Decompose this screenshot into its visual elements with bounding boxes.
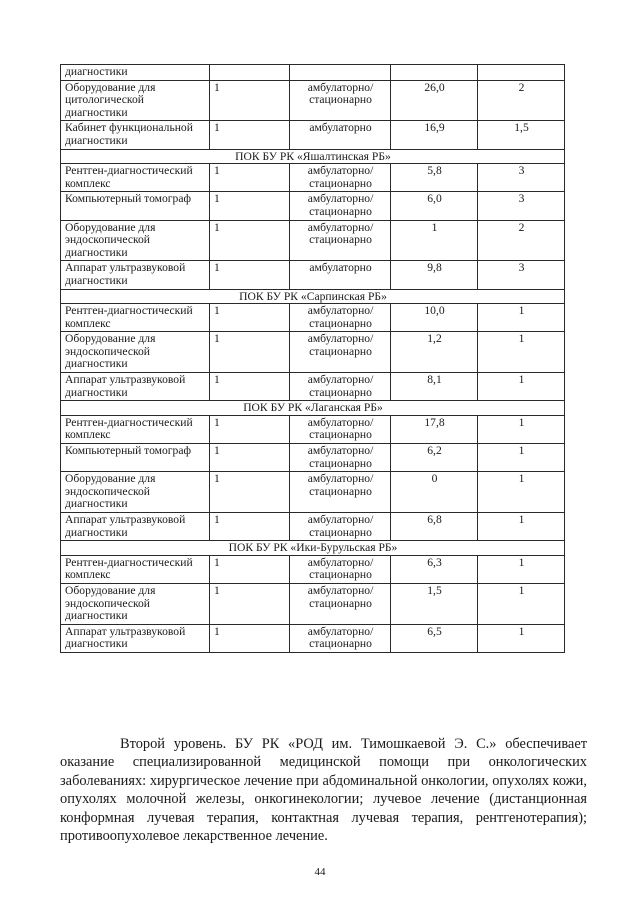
shift-cell: 1 xyxy=(478,332,565,373)
equipment-name-cell: Оборудование для эндоскопической диагностики xyxy=(61,583,210,624)
section-header-row xyxy=(61,401,565,416)
table-row xyxy=(61,624,565,652)
table-row xyxy=(61,513,565,541)
equipment-name-cell: Рентген-диагностический комплекс xyxy=(61,555,210,583)
mode-cell: амбулаторно/ стационарно xyxy=(290,220,391,261)
shift-cell: 2 xyxy=(478,80,565,121)
quantity-cell: 1 xyxy=(210,164,290,192)
equipment-name-cell: Рентген-диагностический комплекс xyxy=(61,304,210,332)
mode-cell: амбулаторно/ стационарно xyxy=(290,472,391,513)
table-row xyxy=(61,65,565,81)
mode-cell: амбулаторно/ стационарно xyxy=(290,164,391,192)
shift-cell: 1 xyxy=(478,415,565,443)
mode-cell: амбулаторно/ стационарно xyxy=(290,444,391,472)
shift-cell: 1 xyxy=(478,513,565,541)
equipment-name-cell: Рентген-диагностический комплекс xyxy=(61,164,210,192)
quantity-cell: 1 xyxy=(210,583,290,624)
load-cell: 6,3 xyxy=(391,555,478,583)
shift-cell: 1 xyxy=(478,472,565,513)
page-number: 44 xyxy=(314,866,326,878)
shift-cell: 3 xyxy=(478,261,565,289)
mode-cell: амбулаторно/ стационарно xyxy=(290,304,391,332)
shift-cell: 1 xyxy=(478,583,565,624)
mode-cell: амбулаторно/ стационарно xyxy=(290,415,391,443)
load-cell xyxy=(391,65,478,81)
table-row xyxy=(61,583,565,624)
load-cell: 9,8 xyxy=(391,261,478,289)
equipment-name-cell: Оборудование для эндоскопической диагностики xyxy=(61,332,210,373)
mode-cell: амбулаторно/ стационарно xyxy=(290,583,391,624)
quantity-cell: 1 xyxy=(210,472,290,513)
equipment-table xyxy=(60,64,565,653)
section-header-row xyxy=(61,541,565,556)
table-row xyxy=(61,555,565,583)
quantity-cell: 1 xyxy=(210,444,290,472)
document-page xyxy=(60,64,564,653)
shift-cell: 3 xyxy=(478,192,565,220)
load-cell: 6,8 xyxy=(391,513,478,541)
table-row xyxy=(61,415,565,443)
table-row xyxy=(61,121,565,149)
mode-cell: амбулаторно/ стационарно xyxy=(290,192,391,220)
quantity-cell: 1 xyxy=(210,220,290,261)
load-cell: 6,0 xyxy=(391,192,478,220)
equipment-name-cell: Аппарат ультразвуковой диагностики xyxy=(61,513,210,541)
equipment-name-cell: Оборудование для эндоскопической диагностики xyxy=(61,472,210,513)
quantity-cell: 1 xyxy=(210,304,290,332)
table-row xyxy=(61,220,565,261)
body-paragraph xyxy=(60,735,587,845)
load-cell: 6,2 xyxy=(391,444,478,472)
shift-cell: 1 xyxy=(478,555,565,583)
section-title: ПОК БУ РК «Ики-Бурульская РБ» xyxy=(61,541,565,556)
equipment-name-cell: Рентген-диагностический комплекс xyxy=(61,415,210,443)
equipment-name-cell: Кабинет функциональной диагностики xyxy=(61,121,210,149)
shift-cell: 1 xyxy=(478,444,565,472)
load-cell: 1,5 xyxy=(391,583,478,624)
equipment-name-cell: Оборудование для эндоскопической диагностики xyxy=(61,220,210,261)
section-title: ПОК БУ РК «Сарпинская РБ» xyxy=(61,289,565,304)
section-header-row xyxy=(61,149,565,164)
quantity-cell: 1 xyxy=(210,192,290,220)
shift-cell xyxy=(478,65,565,81)
table-row xyxy=(61,192,565,220)
equipment-name-cell: Компьютерный томограф xyxy=(61,192,210,220)
load-cell: 17,8 xyxy=(391,415,478,443)
load-cell: 5,8 xyxy=(391,164,478,192)
mode-cell: амбулаторно/ стационарно xyxy=(290,555,391,583)
shift-cell: 1,5 xyxy=(478,121,565,149)
mode-cell: амбулаторно/ стационарно xyxy=(290,624,391,652)
mode-cell: амбулаторно xyxy=(290,261,391,289)
load-cell: 6,5 xyxy=(391,624,478,652)
mode-cell xyxy=(290,65,391,81)
equipment-name-cell: диагностики xyxy=(61,65,210,81)
load-cell: 0 xyxy=(391,472,478,513)
shift-cell: 1 xyxy=(478,304,565,332)
quantity-cell: 1 xyxy=(210,80,290,121)
equipment-name-cell: Аппарат ультразвуковой диагностики xyxy=(61,624,210,652)
table-row xyxy=(61,444,565,472)
table-row xyxy=(61,80,565,121)
quantity-cell xyxy=(210,65,290,81)
table-row xyxy=(61,164,565,192)
equipment-name-cell: Компьютерный томограф xyxy=(61,444,210,472)
quantity-cell: 1 xyxy=(210,373,290,401)
mode-cell: амбулаторно/ стационарно xyxy=(290,513,391,541)
load-cell: 1 xyxy=(391,220,478,261)
mode-cell: амбулаторно/ стационарно xyxy=(290,373,391,401)
quantity-cell: 1 xyxy=(210,513,290,541)
shift-cell: 2 xyxy=(478,220,565,261)
load-cell: 16,9 xyxy=(391,121,478,149)
equipment-name-cell: Аппарат ультразвуковой диагностики xyxy=(61,261,210,289)
quantity-cell: 1 xyxy=(210,261,290,289)
equipment-name-cell: Оборудование для цитологической диагностики xyxy=(61,80,210,121)
table-row xyxy=(61,304,565,332)
quantity-cell: 1 xyxy=(210,624,290,652)
quantity-cell: 1 xyxy=(210,332,290,373)
mode-cell: амбулаторно xyxy=(290,121,391,149)
mode-cell: амбулаторно/ стационарно xyxy=(290,332,391,373)
table-row xyxy=(61,472,565,513)
quantity-cell: 1 xyxy=(210,121,290,149)
section-header-row xyxy=(61,289,565,304)
quantity-cell: 1 xyxy=(210,415,290,443)
shift-cell: 1 xyxy=(478,624,565,652)
section-title: ПОК БУ РК «Яшалтинская РБ» xyxy=(61,149,565,164)
paragraph-text: Второй уровень. БУ РК «РОД им. Тимошкаевой Э. С.» обеспечивает оказание специализированной медицинской помощи при онкологических заболеваниях: хирургическое лечение при абдоминальной онкологии, опухолях кожи, опухолях молочной железы, онкогинекологии; лучевое лечение (дистанционная конформная лучевая терапия, контактная лучевая терапия, рентгенотерапия); противоопухолевое лекарственное лечение. xyxy=(60,736,587,845)
table-row xyxy=(61,332,565,373)
shift-cell: 3 xyxy=(478,164,565,192)
load-cell: 8,1 xyxy=(391,373,478,401)
load-cell: 10,0 xyxy=(391,304,478,332)
table-row xyxy=(61,261,565,289)
load-cell: 1,2 xyxy=(391,332,478,373)
shift-cell: 1 xyxy=(478,373,565,401)
load-cell: 26,0 xyxy=(391,80,478,121)
equipment-name-cell: Аппарат ультразвуковой диагностики xyxy=(61,373,210,401)
mode-cell: амбулаторно/ стационарно xyxy=(290,80,391,121)
equipment-table-body xyxy=(61,65,565,653)
quantity-cell: 1 xyxy=(210,555,290,583)
table-row xyxy=(61,373,565,401)
section-title: ПОК БУ РК «Лаганская РБ» xyxy=(61,401,565,416)
